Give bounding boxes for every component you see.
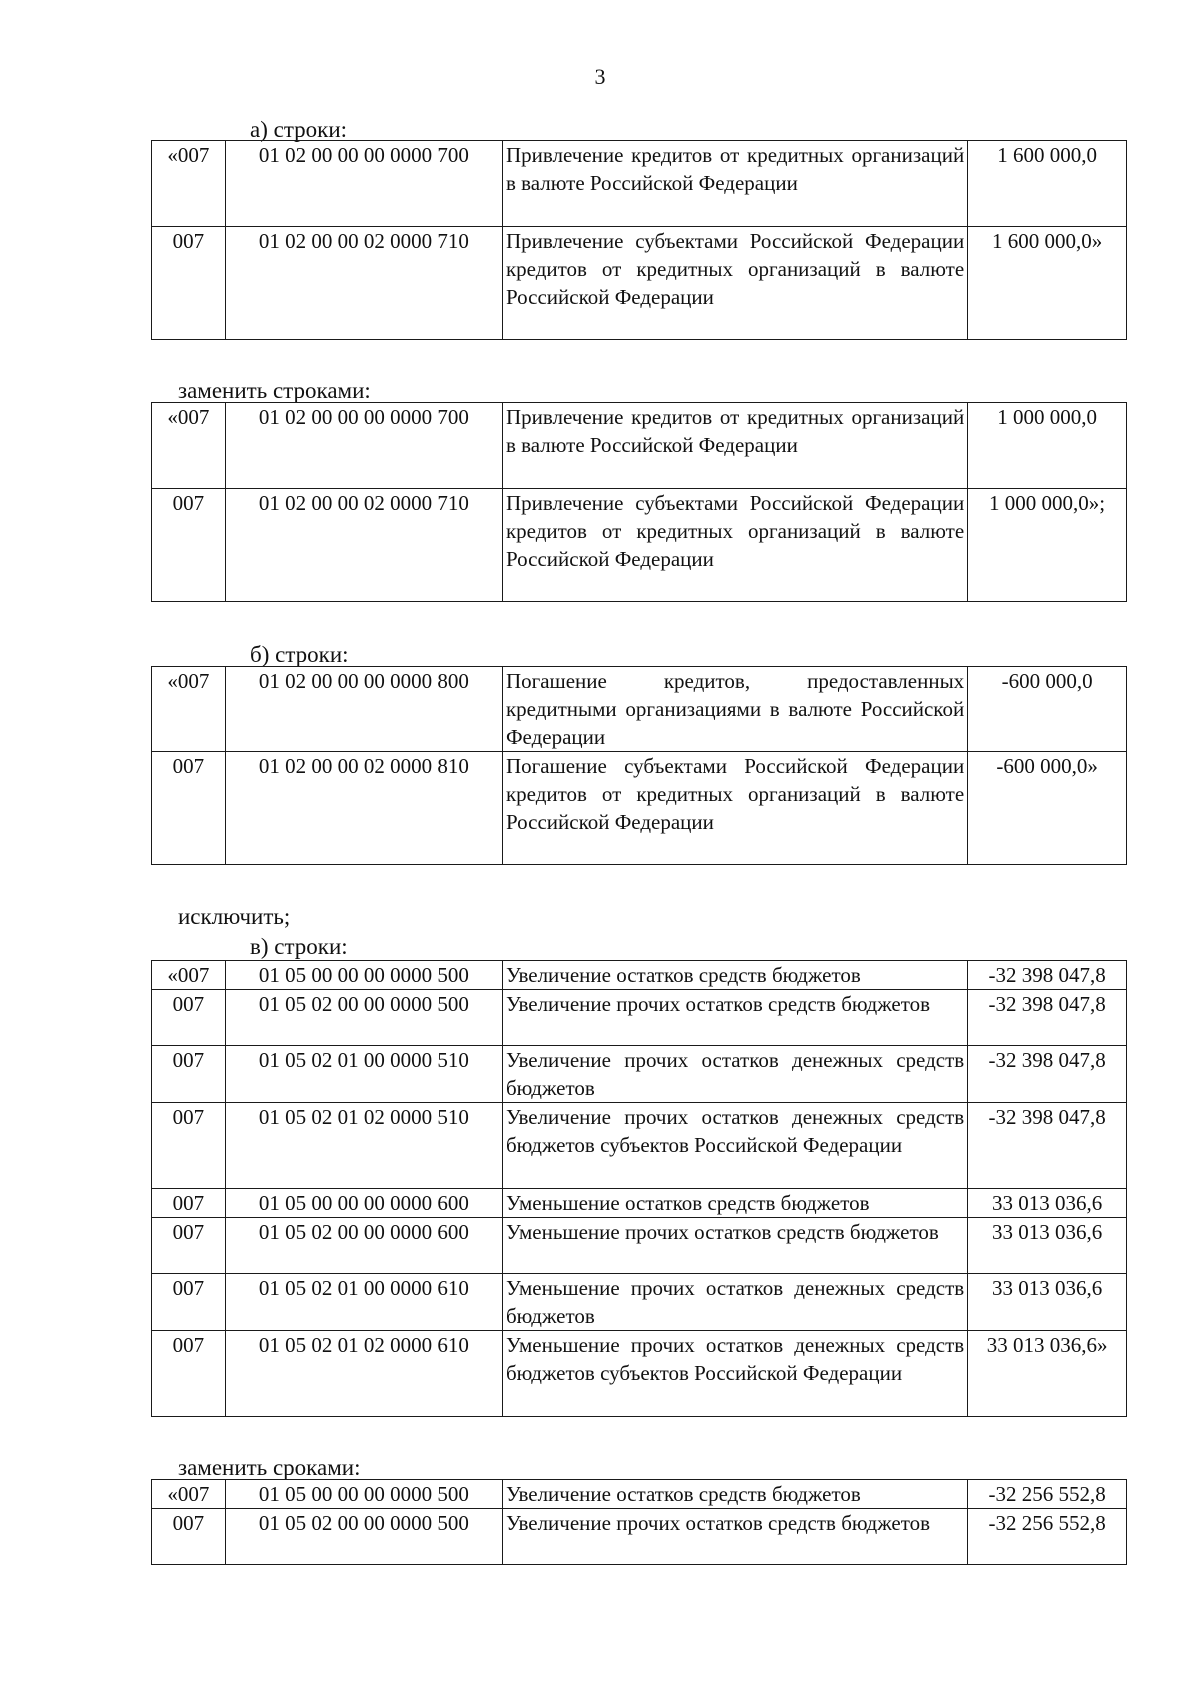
row-description: Погашение кредитов, предоставленных кредитными организациями в валюте Российской Федерации	[502, 667, 967, 752]
budget-code: 01 05 00 00 00 0000 500	[225, 1480, 502, 1509]
row-amount: -32 398 047,8	[968, 1046, 1127, 1103]
table-row	[152, 1274, 1127, 1331]
row-description: Привлечение кредитов от кредитных организаций в валюте Российской Федерации	[502, 141, 967, 227]
table-row	[152, 1480, 1127, 1509]
row-description: Привлечение кредитов от кредитных организаций в валюте Российской Федерации	[502, 403, 967, 489]
row-description: Уменьшение прочих остатков денежных средств бюджетов субъектов Российской Федерации	[502, 1331, 967, 1417]
table-row	[152, 667, 1127, 752]
table-row	[152, 1218, 1127, 1274]
section-v-replace-table	[151, 1479, 1127, 1565]
row-number: «007	[152, 403, 226, 489]
section-a-replace-table	[151, 402, 1127, 602]
row-description: Увеличение прочих остатков денежных средств бюджетов субъектов Российской Федерации	[502, 1103, 967, 1189]
row-number: «007	[152, 961, 226, 990]
section-a-replace-caption: заменить строками:	[178, 378, 371, 403]
row-amount: -32 398 047,8	[968, 961, 1127, 990]
budget-code: 01 05 02 00 00 0000 500	[225, 990, 502, 1046]
row-amount: -32 256 552,8	[968, 1509, 1127, 1565]
budget-code: 01 02 00 00 02 0000 710	[225, 489, 502, 602]
table-row	[152, 752, 1127, 865]
budget-code: 01 02 00 00 00 0000 800	[225, 667, 502, 752]
row-number: 007	[152, 990, 226, 1046]
table-row	[152, 1189, 1127, 1218]
row-description: Уменьшение прочих остатков денежных средств бюджетов	[502, 1274, 967, 1331]
table-row	[152, 1046, 1127, 1103]
row-number: 007	[152, 752, 226, 865]
budget-code: 01 05 02 00 00 0000 600	[225, 1218, 502, 1274]
budget-code: 01 05 02 01 00 0000 510	[225, 1046, 502, 1103]
row-number: 007	[152, 1218, 226, 1274]
budget-code: 01 05 02 01 00 0000 610	[225, 1274, 502, 1331]
section-b-caption: б) строки:	[250, 642, 349, 667]
row-number: «007	[152, 1480, 226, 1509]
row-number: 007	[152, 1103, 226, 1189]
row-amount: 1 600 000,0»	[968, 227, 1127, 340]
table-row	[152, 489, 1127, 602]
exclude-text: исключить;	[178, 904, 291, 929]
section-a-caption: а) строки:	[250, 117, 348, 142]
row-number: 007	[152, 1274, 226, 1331]
row-amount: 1 000 000,0	[968, 403, 1127, 489]
budget-code: 01 05 02 01 02 0000 610	[225, 1331, 502, 1417]
row-number: 007	[152, 1331, 226, 1417]
row-amount: -600 000,0	[968, 667, 1127, 752]
row-amount: 1 000 000,0»;	[968, 489, 1127, 602]
row-amount: -32 398 047,8	[968, 1103, 1127, 1189]
row-description: Увеличение прочих остатков денежных средств бюджетов	[502, 1046, 967, 1103]
budget-code: 01 05 00 00 00 0000 600	[225, 1189, 502, 1218]
table-row	[152, 990, 1127, 1046]
section-a-table	[151, 140, 1127, 340]
row-number: 007	[152, 1509, 226, 1565]
budget-code: 01 02 00 00 02 0000 810	[225, 752, 502, 865]
row-number: 007	[152, 227, 226, 340]
row-amount: -600 000,0»	[968, 752, 1127, 865]
page-number: 3	[594, 64, 606, 89]
row-amount: 33 013 036,6»	[968, 1331, 1127, 1417]
budget-code: 01 05 02 01 02 0000 510	[225, 1103, 502, 1189]
row-amount: -32 398 047,8	[968, 990, 1127, 1046]
row-description: Уменьшение остатков средств бюджетов	[502, 1189, 967, 1218]
row-amount: -32 256 552,8	[968, 1480, 1127, 1509]
row-description: Увеличение остатков средств бюджетов	[502, 961, 967, 990]
budget-code: 01 02 00 00 00 0000 700	[225, 403, 502, 489]
budget-code: 01 02 00 00 02 0000 710	[225, 227, 502, 340]
row-amount: 33 013 036,6	[968, 1189, 1127, 1218]
row-number: 007	[152, 1046, 226, 1103]
row-description: Увеличение остатков средств бюджетов	[502, 1480, 967, 1509]
budget-code: 01 02 00 00 00 0000 700	[225, 141, 502, 227]
row-description: Привлечение субъектами Российской Федерации кредитов от кредитных организаций в валюте Российской Федерации	[502, 227, 967, 340]
table-row	[152, 1331, 1127, 1417]
row-description: Увеличение прочих остатков средств бюджетов	[502, 990, 967, 1046]
row-amount: 33 013 036,6	[968, 1274, 1127, 1331]
section-v-caption: в) строки:	[250, 934, 348, 959]
row-number: 007	[152, 489, 226, 602]
section-v-table	[151, 960, 1127, 1417]
section-b-table	[151, 666, 1127, 865]
row-description: Привлечение субъектами Российской Федерации кредитов от кредитных организаций в валюте Российской Федерации	[502, 489, 967, 602]
row-description: Погашение субъектами Российской Федерации кредитов от кредитных организаций в валюте Российской Федерации	[502, 752, 967, 865]
row-amount: 33 013 036,6	[968, 1218, 1127, 1274]
section-v-replace-caption: заменить сроками:	[178, 1455, 361, 1480]
row-amount: 1 600 000,0	[968, 141, 1127, 227]
budget-code: 01 05 00 00 00 0000 500	[225, 961, 502, 990]
budget-code: 01 05 02 00 00 0000 500	[225, 1509, 502, 1565]
row-description: Уменьшение прочих остатков средств бюджетов	[502, 1218, 967, 1274]
row-number: «007	[152, 667, 226, 752]
table-row	[152, 1103, 1127, 1189]
row-number: 007	[152, 1189, 226, 1218]
table-row	[152, 1509, 1127, 1565]
table-row	[152, 403, 1127, 489]
table-row	[152, 227, 1127, 340]
row-number: «007	[152, 141, 226, 227]
table-row	[152, 141, 1127, 227]
row-description: Увеличение прочих остатков средств бюджетов	[502, 1509, 967, 1565]
table-row	[152, 961, 1127, 990]
